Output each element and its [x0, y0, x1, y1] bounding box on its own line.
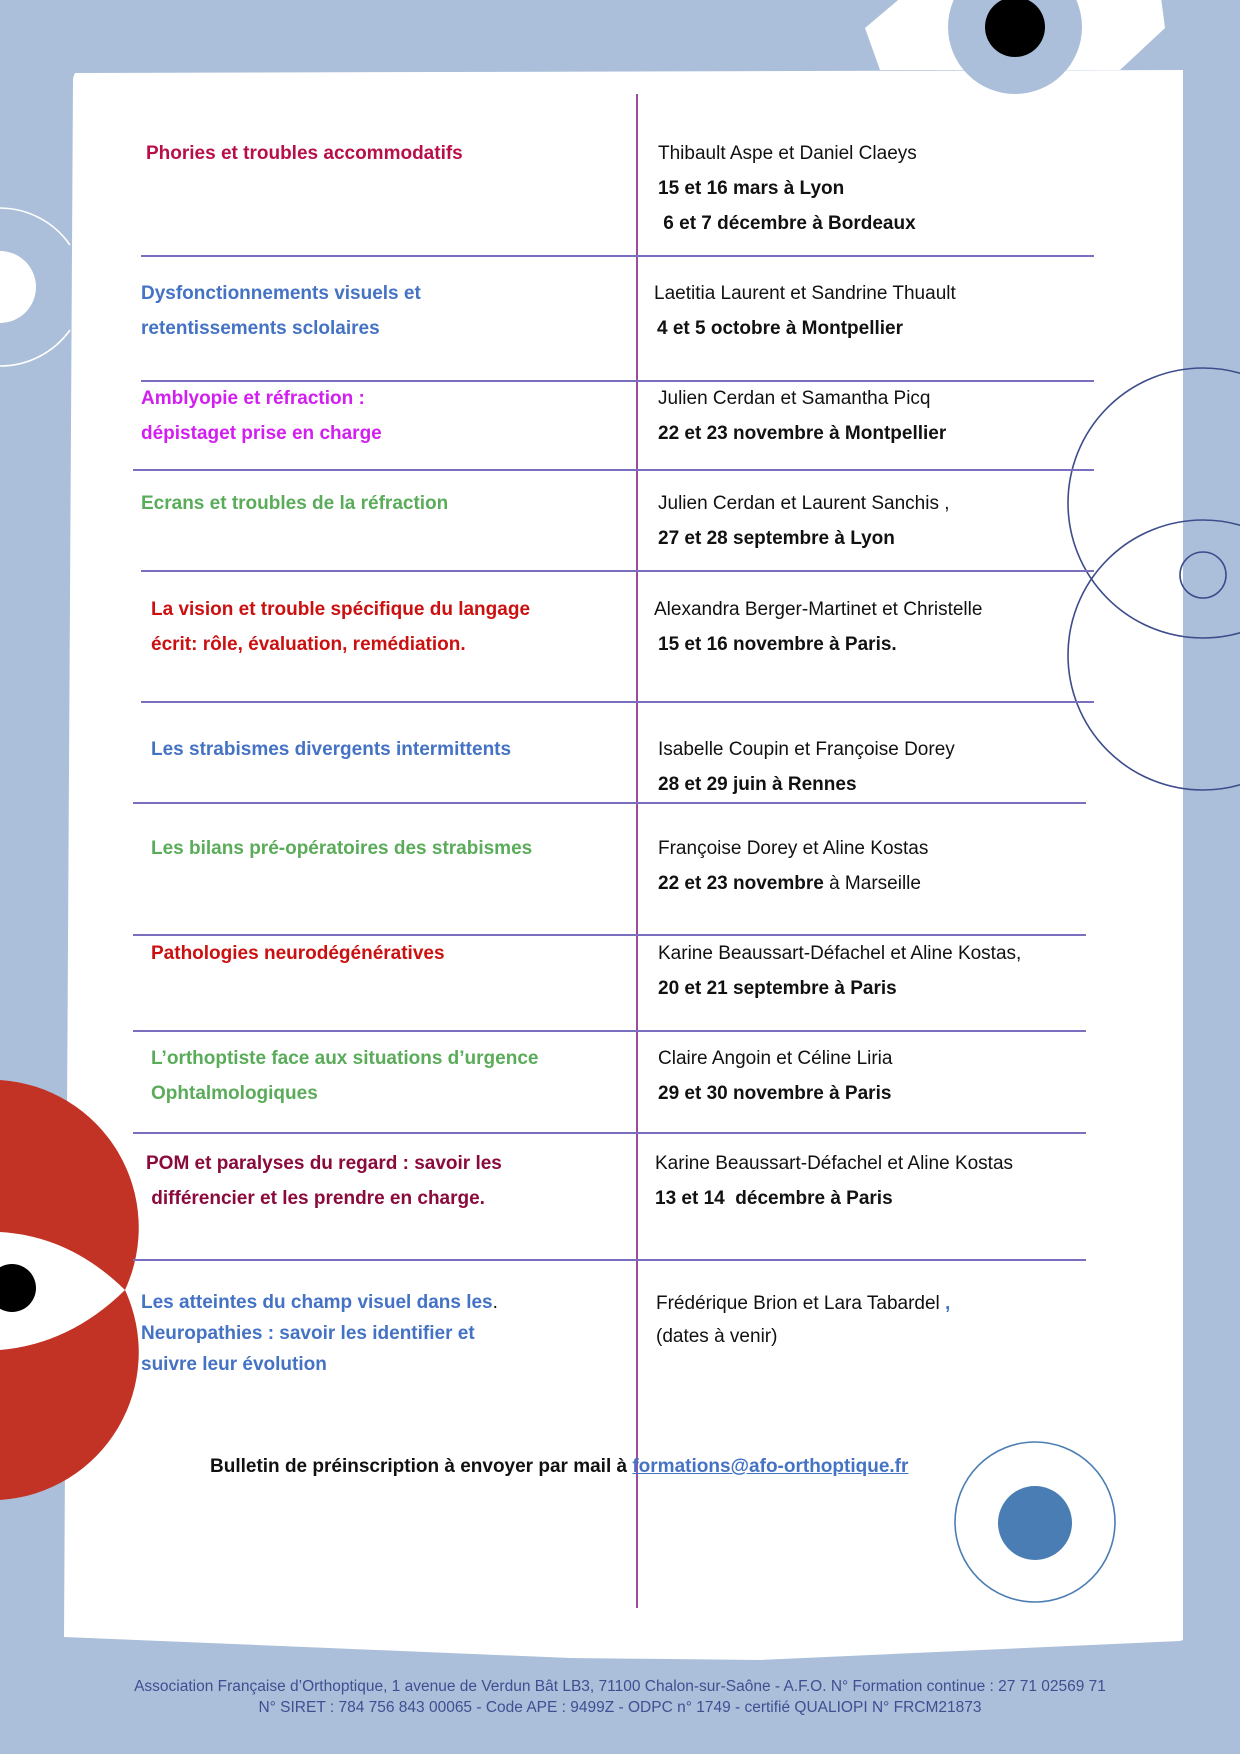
training-details [658, 1041, 892, 1111]
training-title-line: Ophtalmologiques [151, 1083, 318, 1104]
training-date: 20 et 21 septembre à Paris [658, 978, 897, 999]
training-details [658, 486, 950, 556]
training-title-line: différencier et les prendre en charge. [146, 1188, 485, 1209]
training-title [141, 1287, 498, 1380]
training-date: 15 et 16 novembre à Paris. [658, 634, 897, 655]
training-title-line: Ecrans et troubles de la réfraction [141, 493, 449, 514]
training-details [654, 592, 982, 662]
training-details [654, 276, 956, 346]
training-details [658, 831, 928, 901]
training-date: 22 et 23 novembre à Montpellier [658, 423, 947, 444]
training-title [141, 276, 421, 346]
training-date: 15 et 16 mars à Lyon [658, 178, 845, 199]
trainer-names: Isabelle Coupin et Françoise Dorey [658, 739, 955, 760]
training-details [658, 381, 946, 451]
training-title-line: L’orthoptiste face aux situations d’urgence [151, 1048, 539, 1069]
email-link[interactable]: formations@afo-orthoptique.fr [632, 1456, 909, 1477]
training-title-line: retentissements sclolaires [141, 318, 380, 339]
training-title-line: Les atteintes du champ visuel dans les [141, 1292, 493, 1313]
training-title [151, 831, 532, 866]
training-title [151, 732, 511, 767]
trainer-names: Claire Angoin et Céline Liria [658, 1048, 893, 1069]
training-title-line: Les strabismes divergents intermittents [151, 739, 512, 760]
trainer-names: Laetitia Laurent et Sandrine Thuault [654, 283, 956, 304]
trailing-comma: , [939, 1293, 951, 1314]
training-date: 28 et 29 juin à Rennes [658, 774, 857, 795]
training-title-line: Phories et troubles accommodatifs [146, 143, 463, 164]
trainer-names: Frédérique Brion et Lara Tabardel [656, 1293, 940, 1314]
trainer-names: Karine Beaussart-Défachel et Aline Kostas, [658, 943, 1022, 964]
preregistration-note [210, 1456, 908, 1478]
row-separator [133, 802, 1086, 804]
training-title-line: suivre leur évolution [141, 1354, 327, 1375]
trainer-names: Julien Cerdan et Laurent Sanchis , [658, 493, 950, 514]
trainer-names: Thibault Aspe et Daniel Claeys [658, 143, 917, 164]
training-title-line: La vision et trouble spécifique du langage [151, 599, 531, 620]
training-title-line: écrit: rôle, évaluation, remédiation. [151, 634, 466, 655]
training-title-line: dépistaget prise en charge [141, 423, 382, 444]
trainer-names: Alexandra Berger-Martinet et Christelle [654, 599, 983, 620]
training-date [658, 866, 928, 901]
training-date: 4 et 5 octobre à Montpellier [657, 318, 903, 339]
trainer-names: Julien Cerdan et Samantha Picq [658, 388, 931, 409]
preregistration-text: Bulletin de préinscription à envoyer par mail à [210, 1456, 633, 1477]
training-title [141, 381, 382, 451]
training-details [655, 1146, 1013, 1216]
training-title [151, 936, 445, 971]
training-date-bold: 22 et 23 novembre [658, 873, 824, 894]
training-title [146, 1146, 502, 1216]
training-date: 13 et 14 décembre à Paris [655, 1188, 893, 1209]
footer-address: Association Française d’Orthoptique, 1 avenue de Verdun Bât LB3, 71100 Chalon-sur-Saône - A.F.O. N° Formation continue : 27 71 02569 71 [134, 1678, 1106, 1695]
training-details [656, 1287, 950, 1353]
footer [0, 1676, 1240, 1718]
training-details [658, 136, 917, 241]
training-date-pending: (dates à venir) [656, 1326, 778, 1347]
training-date: 27 et 28 septembre à Lyon [658, 528, 895, 549]
training-title [151, 1041, 538, 1111]
row-separator [141, 255, 1094, 257]
training-title-line: Les bilans pré-opératoires des strabismes [151, 838, 533, 859]
row-separator [133, 1132, 1086, 1134]
training-title-line: Amblyopie et réfraction : [141, 388, 365, 409]
row-separator [133, 469, 1094, 471]
row-separator [141, 701, 1094, 703]
trainer-names: Karine Beaussart-Défachel et Aline Kostas [655, 1153, 1014, 1174]
training-title-line: POM et paralyses du regard : savoir les [146, 1153, 502, 1174]
training-title [141, 486, 448, 521]
training-details [658, 732, 955, 802]
training-title [151, 592, 530, 662]
training-details [658, 936, 1021, 1006]
row-separator [133, 1030, 1086, 1032]
column-divider [636, 94, 638, 1608]
training-title-line: Pathologies neurodégénératives [151, 943, 445, 964]
footer-registration: N° SIRET : 784 756 843 00065 - Code APE : 9499Z - ODPC n° 1749 - certifié QUALIOPI N° FRCM21873 [258, 1699, 982, 1716]
trailing-period: . [492, 1292, 498, 1313]
training-date: 6 et 7 décembre à Bordeaux [658, 213, 916, 234]
training-title-line: Neuropathies : savoir les identifier et [141, 1323, 475, 1344]
training-title-line: Dysfonctionnements visuels et [141, 283, 421, 304]
trainer-names: Françoise Dorey et Aline Kostas [658, 838, 929, 859]
training-date: 29 et 30 novembre à Paris [658, 1083, 892, 1104]
training-location: à Marseille [823, 873, 921, 894]
row-separator [141, 570, 1094, 572]
row-separator [133, 1259, 1086, 1261]
training-title [146, 136, 463, 171]
